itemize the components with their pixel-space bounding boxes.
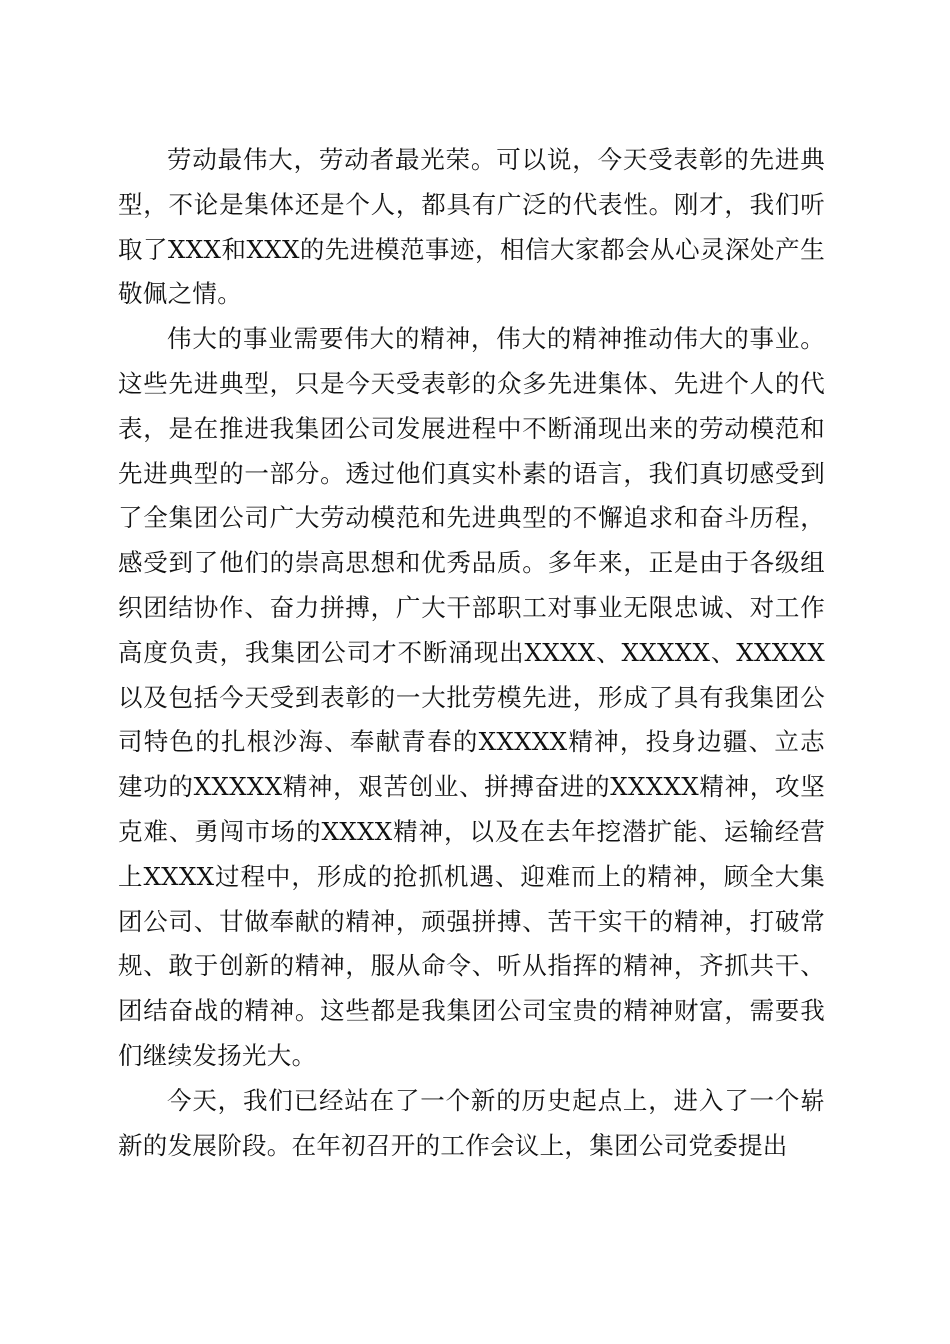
paragraph-3: 今天，我们已经站在了一个新的历史起点上，进入了一个崭新的发展阶段。在年初召开的工作会议上，集团公司党委提出 [118, 1085, 825, 1160]
paragraph-2: 伟大的事业需要伟大的精神，伟大的精神推动伟大的事业。这些先进典型，只是今天受表彰的众多先进集体、先进个人的代表，是在推进我集团公司发展进程中不断涌现出来的劳动模范和先进典型的一部分。透过他们真实朴素的语言，我们真切感受到了全集团公司广大劳动模范和先进典型的不懈追求和奋斗历程，感受到了他们的崇高思想和优秀品质。多年来，正是由于各级组织团结协作、奋力拼搏，广大干部职工对事业无限忠诚、对工作高度负责，我集团公司才不断涌现出XXXX、XXXXX、XXXXX以及包括今天受到表彰的一大批劳模先进，形成了具有我集团公司特色的扎根沙海、奉献青春的XXXXX精神，投身边疆、立志建功的XXXXX精神，艰苦创业、拼搏奋进的XXXXX精神，攻坚克难、勇闯市场的XXXX精神，以及在去年挖潜扩能、运输经营上XXXX过程中，形成的抢抓机遇、迎难而上的精神，顾全大集团公司、甘做奉献的精神，顽强拼搏、苦干实干的精神，打破常规、敢于创新的精神，服从命令、听从指挥的精神，齐抓共干、团结奋战的精神。这些都是我集团公司宝贵的精神财富，需要我们继续发扬光大。 [118, 324, 825, 1070]
paragraph-1: 劳动最伟大，劳动者最光荣。可以说，今天受表彰的先进典型，不论是集体还是个人，都具有广泛的代表性。刚才，我们听取了XXX和XXX的先进模范事迹，相信大家都会从心灵深处产生敬佩之情。 [118, 145, 825, 309]
body-text [118, 138, 825, 1168]
